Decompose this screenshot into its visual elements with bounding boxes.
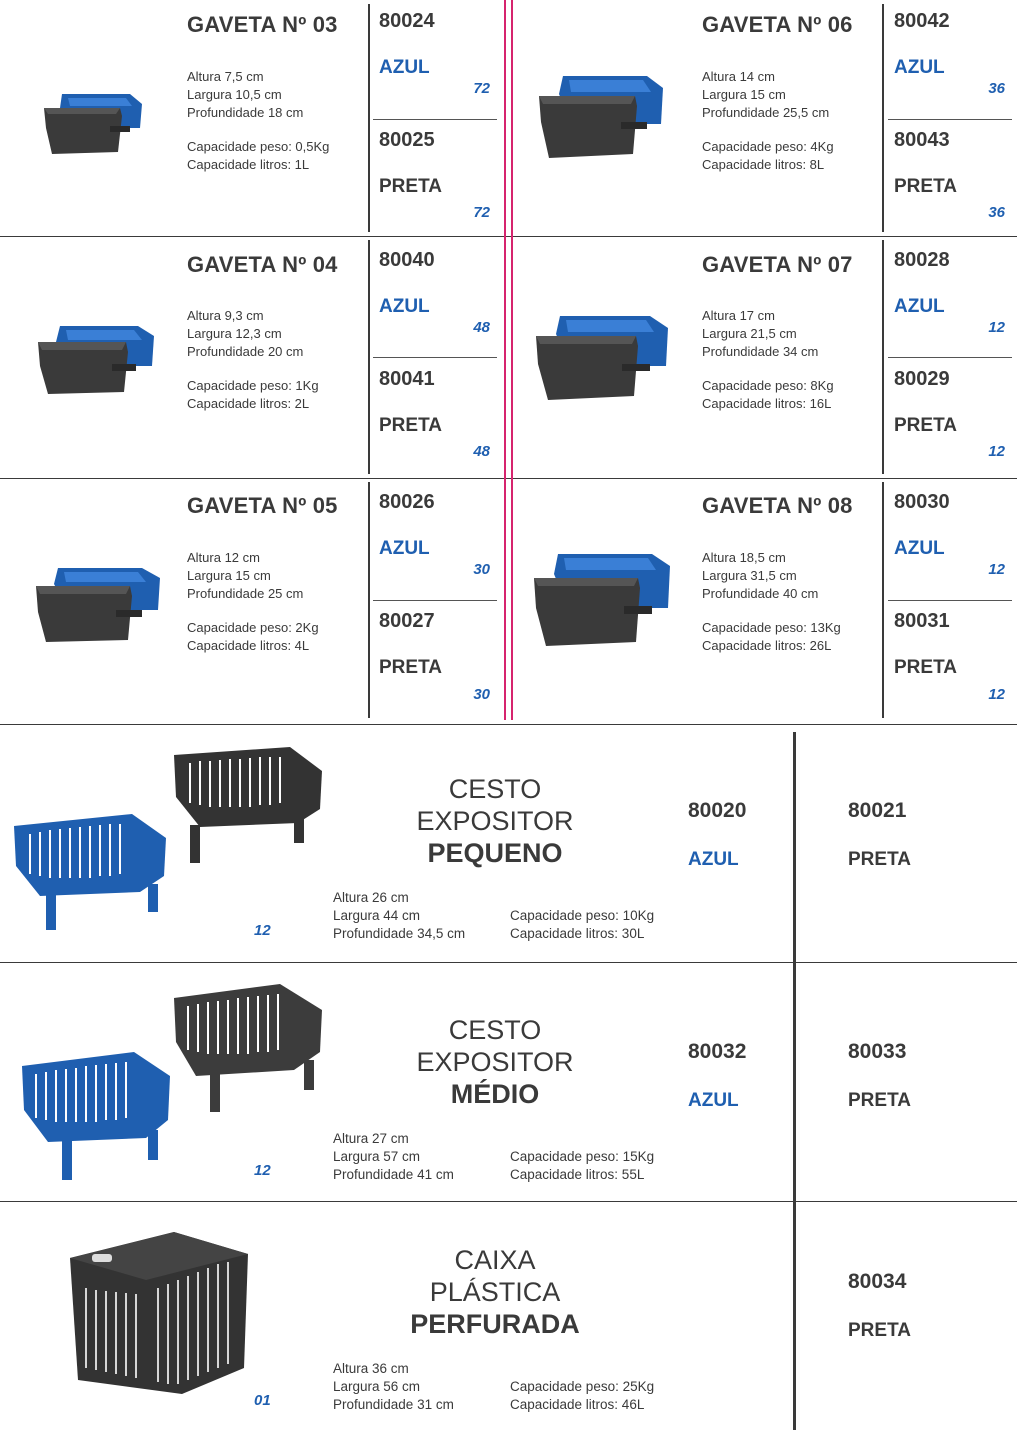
crate-image: [66, 1228, 252, 1398]
dim-line: Altura 26 cm: [333, 890, 409, 905]
basket-dimensions: [333, 889, 465, 943]
code-column-line: [882, 482, 884, 718]
gaveta-title: GAVETA Nº 08: [702, 493, 853, 518]
code-separator: [888, 357, 1012, 358]
spec-line: Altura 12 cm: [187, 550, 260, 565]
title-line-2: EXPOSITOR: [416, 1047, 574, 1077]
preta-code: 80027: [379, 610, 435, 632]
azul-code: 80032: [688, 1040, 747, 1063]
row-divider: [0, 724, 1017, 725]
capacity-line: Capacidade litros: 1L: [187, 157, 310, 172]
column-divider: [504, 0, 506, 720]
row-divider: [0, 236, 1017, 237]
azul-label: AZUL: [894, 296, 945, 317]
blue-basket-image: [18, 1046, 174, 1182]
basket-dimensions: [333, 1130, 454, 1184]
spec-line: Altura 17 cm: [702, 308, 775, 323]
bin-image: [34, 320, 160, 400]
spec-line: Profundidade 25,5 cm: [702, 105, 830, 120]
code-separator: [373, 600, 497, 601]
capacity-line: Capacidade litros: 26L: [702, 638, 832, 653]
preta-code: 80029: [894, 368, 950, 390]
code-column-line: [882, 240, 884, 474]
basket-capacity: [510, 1378, 654, 1414]
dim-line: Profundidade 31 cm: [333, 1397, 454, 1412]
code-separator: [888, 119, 1012, 120]
preta-code: 80025: [379, 129, 435, 151]
code-column-line: [368, 240, 370, 474]
gaveta-title: GAVETA Nº 04: [187, 252, 338, 277]
azul-qty: 48: [473, 319, 490, 336]
preta-qty: 12: [988, 443, 1005, 460]
azul-label: AZUL: [379, 57, 430, 78]
azul-label: AZUL: [379, 538, 430, 559]
blue-basket-image: [10, 808, 168, 932]
spec-line: Altura 7,5 cm: [187, 69, 264, 84]
capacity-line: Capacidade litros: 46L: [510, 1397, 645, 1412]
azul-label: AZUL: [688, 1090, 739, 1111]
preta-qty: 30: [473, 686, 490, 703]
dim-line: Largura 56 cm: [333, 1379, 421, 1394]
preta-code: 80041: [379, 368, 435, 390]
spec-line: Largura 31,5 cm: [702, 568, 797, 583]
black-basket-image: [170, 980, 326, 1114]
basket-capacity: [510, 907, 654, 943]
dim-line: Largura 57 cm: [333, 1149, 421, 1164]
spec-line: Altura 18,5 cm: [702, 550, 786, 565]
preta-label: PRETA: [848, 1090, 911, 1111]
title-line-3: MÉDIO: [450, 1079, 540, 1109]
title-line-1: CAIXA: [454, 1245, 536, 1275]
capacity-line: Capacidade peso: 8Kg: [702, 378, 834, 393]
bin-image: [32, 562, 166, 646]
preta-code: 80033: [848, 1040, 907, 1063]
azul-code: 80020: [688, 799, 747, 822]
code-column-line: [882, 4, 884, 232]
preta-qty: 48: [473, 443, 490, 460]
basket-title: [375, 1244, 615, 1340]
capacity-line: Capacidade peso: 1Kg: [187, 378, 319, 393]
azul-code: 80024: [379, 10, 435, 32]
spec-line: Profundidade 34 cm: [702, 344, 819, 359]
azul-code: 80042: [894, 10, 950, 32]
spec-line: Profundidade 40 cm: [702, 586, 819, 601]
azul-code: 80040: [379, 249, 435, 271]
gaveta-title: GAVETA Nº 07: [702, 252, 853, 277]
preta-code: 80021: [848, 799, 907, 822]
preta-qty: 36: [988, 204, 1005, 221]
capacity-line: Capacidade litros: 2L: [187, 396, 310, 411]
title-line-3: PERFURADA: [410, 1309, 580, 1339]
black-basket-image: [170, 743, 326, 865]
preta-label: PRETA: [379, 176, 442, 197]
capacity-line: Capacidade peso: 4Kg: [702, 139, 834, 154]
dim-line: Altura 36 cm: [333, 1361, 409, 1376]
gaveta-title: GAVETA Nº 05: [187, 493, 338, 518]
pack-qty: 12: [254, 922, 271, 939]
code-column-line: [368, 482, 370, 718]
gaveta-title: GAVETA Nº 06: [702, 12, 853, 37]
spec-line: Profundidade 18 cm: [187, 105, 304, 120]
gaveta-specs: [187, 549, 319, 655]
preta-label: PRETA: [379, 657, 442, 678]
code-column-line: [368, 4, 370, 232]
preta-label: PRETA: [894, 657, 957, 678]
azul-label: AZUL: [894, 538, 945, 559]
capacity-line: Capacidade peso: 13Kg: [702, 620, 841, 635]
bin-image: [535, 70, 671, 162]
capacity-line: Capacidade peso: 25Kg: [510, 1379, 655, 1394]
gaveta-specs: [702, 549, 841, 655]
preta-label: PRETA: [894, 176, 957, 197]
row-divider: [0, 478, 1017, 479]
preta-code: 80043: [894, 129, 950, 151]
spec-line: Largura 10,5 cm: [187, 87, 282, 102]
pack-qty: 01: [254, 1392, 271, 1409]
row-divider: [0, 962, 1017, 963]
preta-code: 80034: [848, 1270, 907, 1293]
spec-line: Profundidade 20 cm: [187, 344, 304, 359]
spec-line: Altura 9,3 cm: [187, 308, 264, 323]
dim-line: Altura 27 cm: [333, 1131, 409, 1146]
basket-capacity: [510, 1148, 654, 1184]
spec-line: Largura 12,3 cm: [187, 326, 282, 341]
bin-image: [40, 88, 150, 162]
azul-qty: 12: [988, 561, 1005, 578]
basket-title: [375, 1014, 615, 1110]
preta-code: 80031: [894, 610, 950, 632]
preta-qty: 72: [473, 204, 490, 221]
preta-qty: 12: [988, 686, 1005, 703]
capacity-line: Capacidade peso: 10Kg: [510, 908, 655, 923]
basket-title: [375, 773, 615, 869]
capacity-line: Capacidade litros: 16L: [702, 396, 832, 411]
title-line-3: PEQUENO: [427, 838, 563, 868]
azul-qty: 72: [473, 80, 490, 97]
bottom-column-divider: [793, 732, 796, 1430]
capacity-line: Capacidade litros: 30L: [510, 926, 645, 941]
pack-qty: 12: [254, 1162, 271, 1179]
spec-line: Altura 14 cm: [702, 69, 775, 84]
azul-label: AZUL: [379, 296, 430, 317]
dim-line: Profundidade 34,5 cm: [333, 926, 466, 941]
dim-line: Largura 44 cm: [333, 908, 421, 923]
azul-code: 80030: [894, 491, 950, 513]
gaveta-specs: [702, 68, 834, 174]
preta-label: PRETA: [848, 1320, 911, 1341]
spec-line: Largura 15 cm: [187, 568, 271, 583]
capacity-line: Capacidade litros: 8L: [702, 157, 825, 172]
row-divider: [0, 1201, 1017, 1202]
azul-code: 80028: [894, 249, 950, 271]
preta-label: PRETA: [848, 849, 911, 870]
title-line-2: PLÁSTICA: [429, 1277, 561, 1307]
column-divider: [511, 0, 513, 720]
capacity-line: Capacidade peso: 0,5Kg: [187, 139, 330, 154]
dim-line: Profundidade 41 cm: [333, 1167, 454, 1182]
capacity-line: Capacidade peso: 15Kg: [510, 1149, 655, 1164]
capacity-line: Capacidade litros: 55L: [510, 1167, 645, 1182]
bin-image: [530, 550, 676, 650]
capacity-line: Capacidade litros: 4L: [187, 638, 310, 653]
azul-qty: 12: [988, 319, 1005, 336]
spec-line: Largura 15 cm: [702, 87, 786, 102]
basket-dimensions: [333, 1360, 454, 1414]
azul-label: AZUL: [688, 849, 739, 870]
bin-image: [532, 310, 674, 404]
azul-qty: 36: [988, 80, 1005, 97]
spec-line: Profundidade 25 cm: [187, 586, 304, 601]
azul-label: AZUL: [894, 57, 945, 78]
code-separator: [888, 600, 1012, 601]
title-line-1: CESTO: [448, 774, 542, 804]
gaveta-specs: [187, 307, 319, 413]
gaveta-specs: [187, 68, 329, 174]
preta-label: PRETA: [894, 415, 957, 436]
gaveta-title: GAVETA Nº 03: [187, 12, 338, 37]
title-line-2: EXPOSITOR: [416, 806, 574, 836]
azul-qty: 30: [473, 561, 490, 578]
gaveta-specs: [702, 307, 834, 413]
azul-code: 80026: [379, 491, 435, 513]
preta-label: PRETA: [379, 415, 442, 436]
spec-line: Largura 21,5 cm: [702, 326, 797, 341]
code-separator: [373, 357, 497, 358]
code-separator: [373, 119, 497, 120]
capacity-line: Capacidade peso: 2Kg: [187, 620, 319, 635]
title-line-1: CESTO: [448, 1015, 542, 1045]
